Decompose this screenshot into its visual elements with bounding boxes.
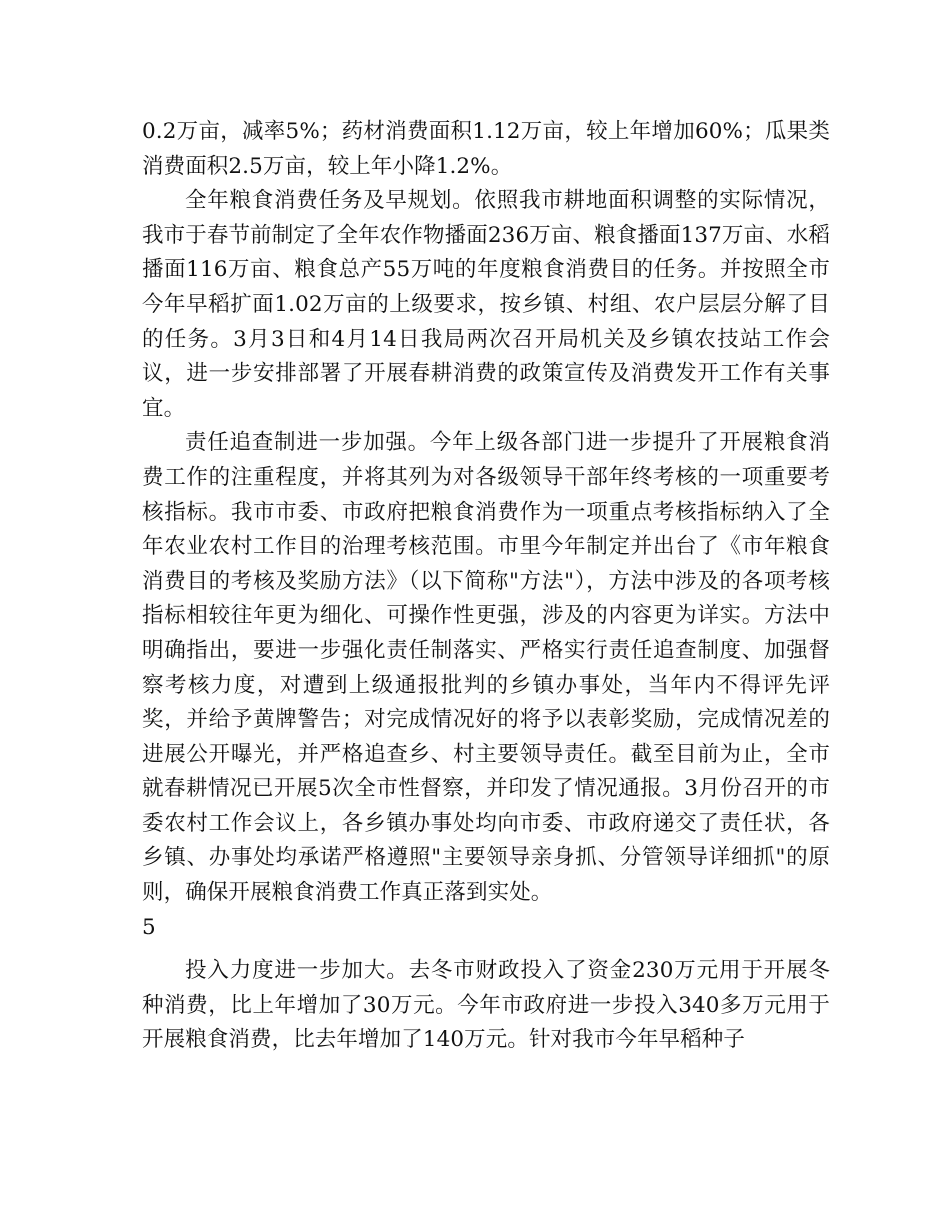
paragraph-investment: 投入力度进一步加大。去冬市财政投入了资金230万元用于开展冬种消费，比上年增加了30万元。今年市政府进一步投入340多万元用于开展粮食消费，比去年增加了140万元。针对我市今年早稻种子 <box>142 958 830 1053</box>
paragraph-continuation: 0.2万亩，减率5%；药材消费面积1.12万亩，较上年增加60%；瓜果类消费面积2.5万亩，较上年小降1.2%。 <box>142 119 830 179</box>
paragraph-annual-planning: 全年粮食消费任务及早规划。依照我市耕地面积调整的实际情况，我市于春节前制定了全年农作物播面236万亩、粮食播面137万亩、水稻播面116万亩、粮食总产55万吨的年度粮食消费目的任务。并按照全市今年早稻扩面1.02万亩的上级要求，按乡镇、村组、农户层层分解了目的任务。3月3日和4月14日我局两次召开局机关及乡镇农技站工作会议，进一步安排部署了开展春耕消费的政策宣传及消费发开工作有关事宜。 <box>142 188 830 421</box>
document-body <box>142 115 830 1058</box>
paragraph-responsibility: 责任追查制进一步加强。今年上级各部门进一步提升了开展粮食消费工作的注重程度，并将其列为对各级领导干部年终考核的一项重要考核指标。我市市委、市政府把粮食消费作为一项重点考核指标纳入了全年农业农村工作目的治理考核范围。市里今年制定并出台了《市年粮食消费目的考核及奖励方法》（以下简称"方法"），方法中涉及的各项考核指标相较往年更为细化、可操作性更强，涉及的内容更为详实。方法中明确指出，要进一步强化责任制落实、严格实行责任追查制度、加强督察考核力度，对遭到上级通报批判的乡镇办事处，当年内不得评先评奖，并给予黄牌警告；对完成情况好的将予以表彰奖励，完成情况差的进展公开曝光，并严格追查乡、村主要领导责任。截至目前为止，全市就春耕情况已开展5次全市性督察，并印发了情况通报。3月份召开的市委农村工作会议上，各乡镇办事处均向市委、市政府递交了责任状，各乡镇、办事处均承诺严格遵照"主要领导亲身抓、分管领导详细抓"的原则，确保开展粮食消费工作真正落到实处。 <box>142 430 830 906</box>
page-number: 5 <box>142 914 156 940</box>
